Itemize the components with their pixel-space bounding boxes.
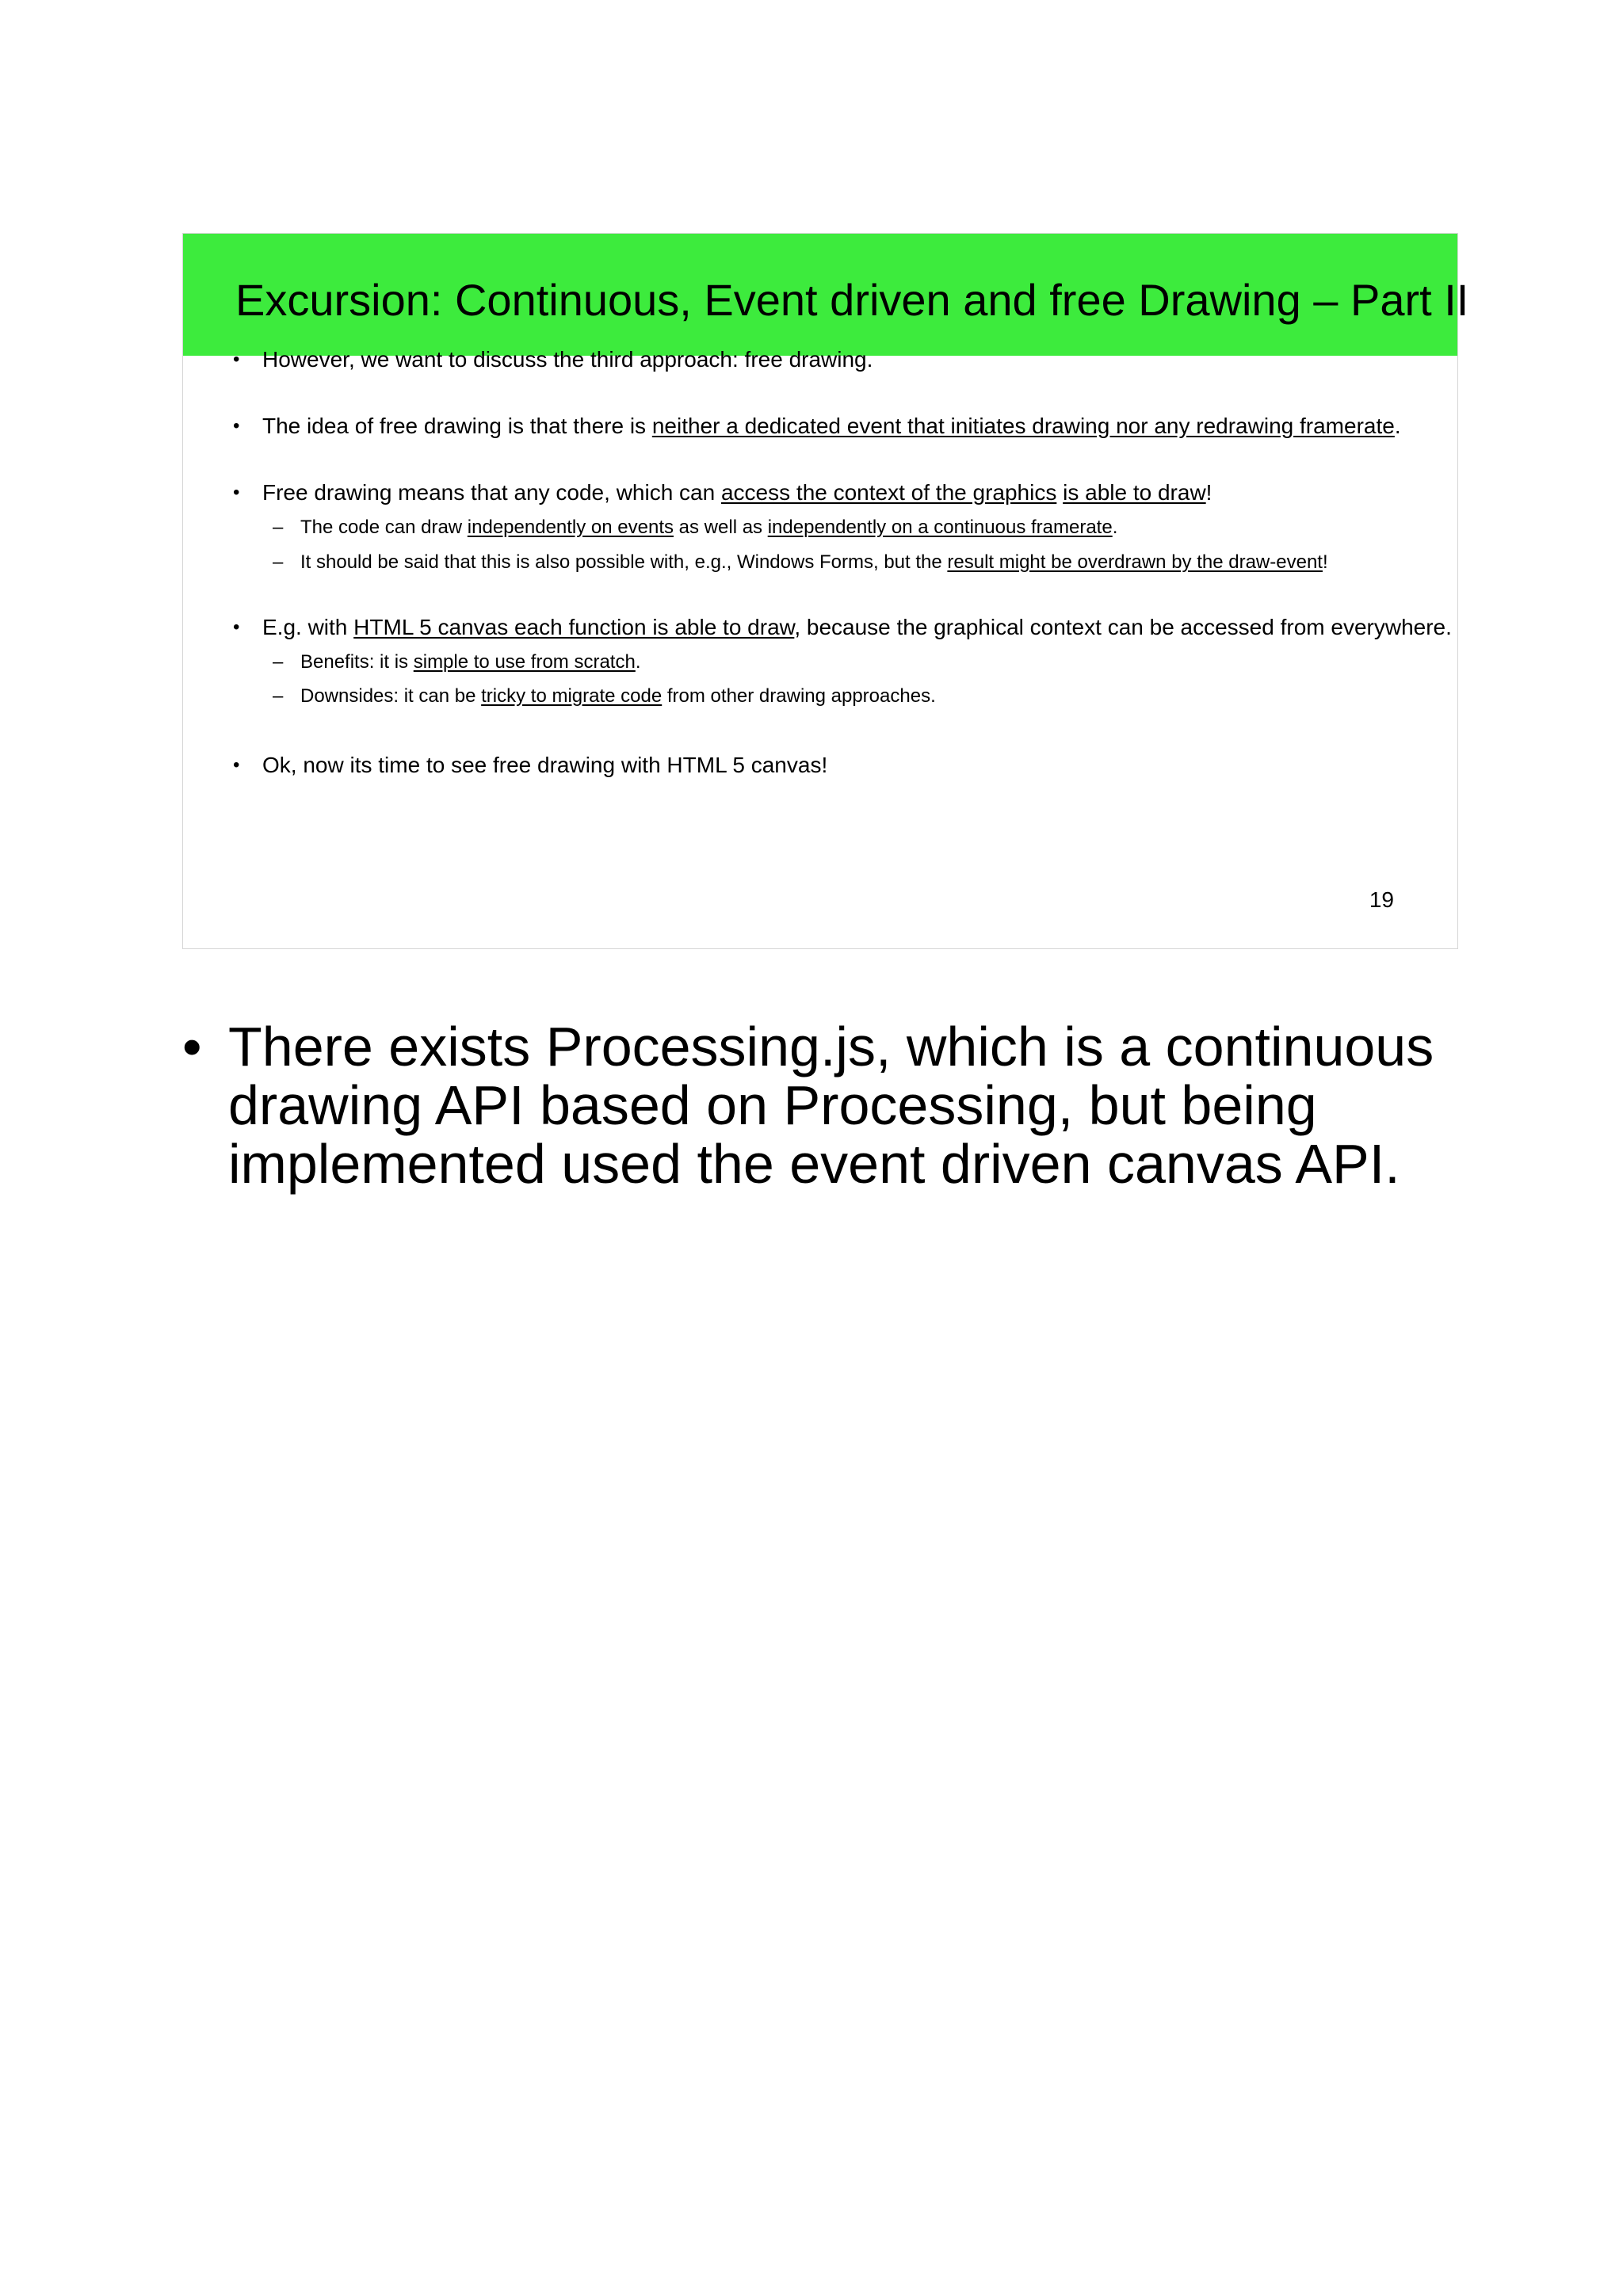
bullet-text-end: , because the graphical context can be accessed from everywhere.: [794, 615, 1452, 639]
page-number: 19: [1369, 887, 1394, 912]
sub-bullet-text-end: !: [1322, 551, 1328, 573]
bullet-text-end: .: [1394, 414, 1401, 438]
sub-bullet-code-can-draw: [300, 516, 1117, 540]
slide: [182, 233, 1469, 949]
sub-bullet-text: The code can draw: [300, 517, 468, 538]
sub-bullet-downsides: [300, 685, 936, 708]
bullet-free-drawing-idea: [262, 413, 1401, 440]
sub-bullet-text: Downsides: it can be: [300, 685, 482, 707]
bullet-time-to-see: [262, 752, 827, 779]
bullet-text: Ok, now its time to see free drawing with HTML 5 canvas!: [262, 753, 828, 777]
underlined-text: independently on a continuous framerate: [767, 517, 1113, 538]
underlined-text: access the context of the graphics: [720, 480, 1057, 505]
underlined-text: tricky to migrate code: [481, 685, 663, 707]
bullet-text: Free drawing means that any code, which can: [262, 480, 721, 505]
underlined-text: independently on events: [467, 517, 674, 538]
note-bullet: •: [182, 1016, 202, 1077]
sub-bullet-benefits: [300, 650, 641, 674]
sub-bullet-text-end: .: [1112, 517, 1118, 538]
underlined-text: result might be overdrawn by the draw-event: [947, 551, 1323, 573]
underlined-text: neither a dedicated event that initiates drawing nor any redrawing framerate: [651, 414, 1395, 438]
sub-bullet-text-end: .: [635, 651, 641, 673]
bullet-text-end: !: [1205, 480, 1212, 505]
slide-title: Excursion: Continuous, Event driven and free Drawing – Part II: [235, 275, 1469, 325]
note-item: [182, 1017, 1458, 1193]
bullet-html5-canvas: [262, 614, 1452, 641]
sub-bullet-text: Benefits: it is: [300, 651, 414, 673]
underlined-text: HTML 5 canvas each function is able to draw: [353, 615, 795, 639]
slide-body: [183, 234, 1457, 948]
bullet-text: The idea of free drawing is that there is: [262, 414, 652, 438]
bullet-text: However, we want to discuss the third approach: free drawing.: [262, 347, 873, 372]
sub-bullet-text-middle: as well as: [674, 517, 768, 538]
bullet-free-drawing-means: [262, 479, 1212, 506]
bullet-text: E.g. with: [262, 615, 354, 639]
underlined-text: is able to draw: [1063, 480, 1206, 505]
sub-bullet-text: It should be said that this is also possible with, e.g., Windows Forms, but the: [300, 551, 948, 573]
bullet-text-middle: [1056, 480, 1063, 505]
bullet-third-approach: [262, 346, 873, 373]
underlined-text: simple to use from scratch: [413, 651, 636, 673]
speaker-notes: [182, 1017, 1458, 1193]
note-text: There exists Processing.js, which is a continuous drawing API based on Processing, but being implemented used the event driven canvas API.: [228, 1016, 1434, 1195]
sub-bullet-windows-forms: [300, 551, 1328, 574]
sub-bullet-text-end: from other drawing approaches.: [662, 685, 936, 707]
